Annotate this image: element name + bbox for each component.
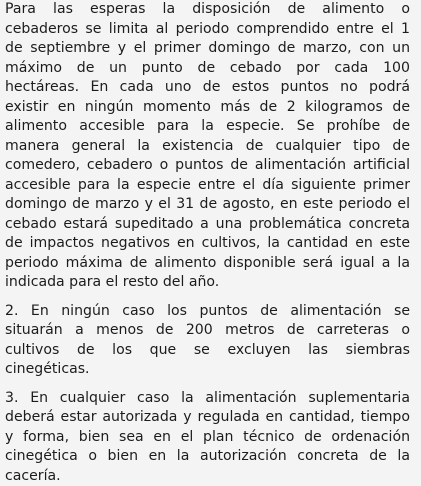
text-line: accesible para la especie entre el día siguiente primer <box>5 176 410 196</box>
text-line: hectáreas. En cada uno de estos puntos no podrá <box>5 78 410 98</box>
text-line: máximo de un punto de cebado por cada 100 <box>5 59 410 79</box>
text-line: comedero, cebadero o puntos de alimentación artificial <box>5 156 410 176</box>
text-line: alimento accesible para la especie. Se prohíbe de <box>5 117 410 137</box>
text-line: y forma, bien sea en el plan técnico de ordenación <box>5 428 410 448</box>
text-line: existir en ningún momento más de 2 kilogramos de <box>5 98 410 118</box>
text-line: domingo de marzo y el 31 de agosto, en este periodo el <box>5 195 410 215</box>
text-line: cultivos de los que se excluyen las siembras <box>5 341 410 361</box>
text-line: cinegética o bien en la autorización concreta de la <box>5 447 410 467</box>
text-line: situarán a menos de 200 metros de carreteras o <box>5 321 410 341</box>
text-line: cinegéticas. <box>5 360 410 380</box>
text-line: periodo máxima de alimento disponible será igual a la <box>5 254 410 274</box>
text-line: manera general la existencia de cualquier tipo de <box>5 137 410 157</box>
text-line: Para las esperas la disposición de alimento o <box>5 0 410 20</box>
text-line: de septiembre y el primer domingo de marzo, con un <box>5 39 410 59</box>
paragraph-feeding-periods <box>5 0 410 293</box>
text-line: cebado estará supeditado a una problemática concreta <box>5 215 410 235</box>
text-line: de impactos negativos en cultivos, la cantidad en este <box>5 234 410 254</box>
text-line: deberá estar autorizada y regulada en cantidad, tiempo <box>5 408 410 428</box>
text-line: indicada para el resto del año. <box>5 273 410 293</box>
text-line: cebaderos se limita al periodo comprendido entre el 1 <box>5 20 410 40</box>
paragraph-item-2 <box>5 302 410 380</box>
text-line: 2. En ningún caso los puntos de alimentación se <box>5 302 410 322</box>
document-body <box>5 0 410 486</box>
text-line: cacería. <box>5 467 410 486</box>
paragraph-item-3 <box>5 389 410 486</box>
text-line: 3. En cualquier caso la alimentación suplementaria <box>5 389 410 409</box>
